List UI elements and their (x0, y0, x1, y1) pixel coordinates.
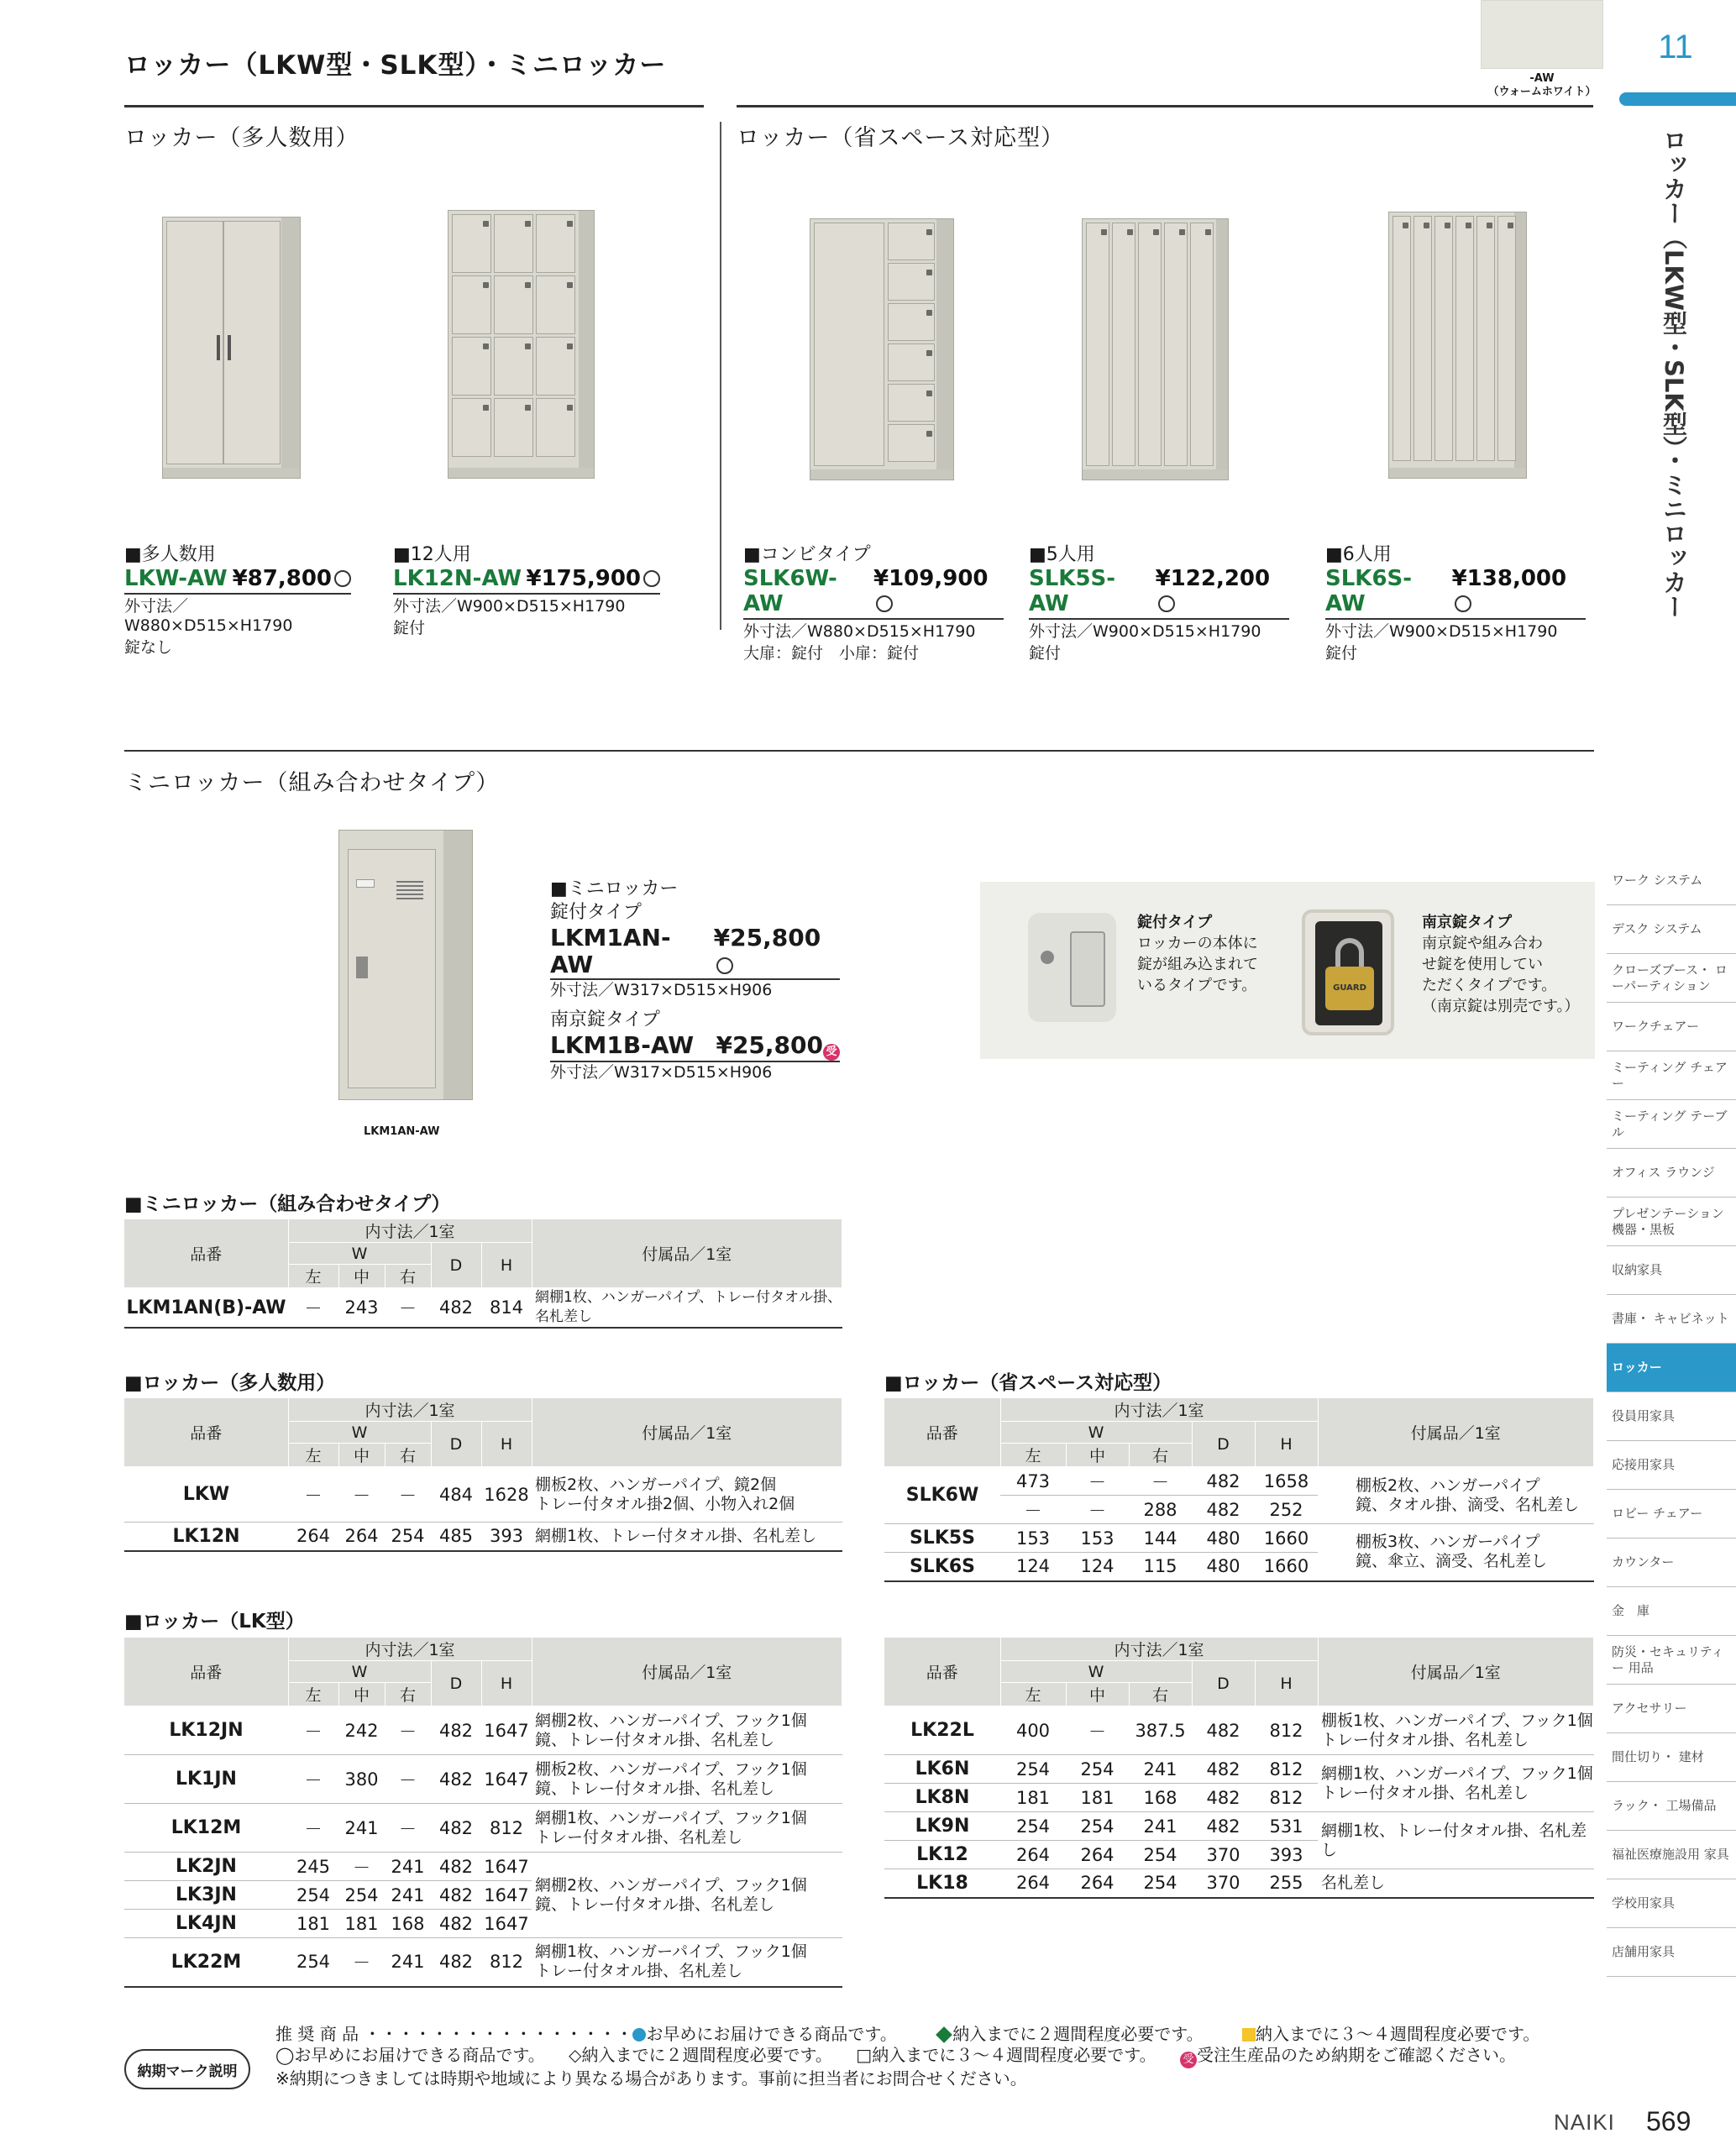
made-to-order-icon: 受 (823, 1044, 840, 1061)
delivery-legend: 推 奨 商 品 ・・・・・・・・・・・・・・・・ お早めにお届けできる商品です。 納入までに２週間程度必要です。 納入までに３～４週間程度必要です。 ◯お早めにお届けできる商品です。 ◇納入までに２週間程度必要です。 □納入までに３～４週間程度必要です。 受 受注生産品のため納期をご確認ください。 ※納期につきましては時期や地域により異なる場合があります。事前に担当者にお問合せください。 (275, 2024, 1540, 2089)
sidebar-item[interactable]: 福祉医療施設用 家具 (1607, 1831, 1736, 1879)
sidebar-item[interactable]: ミーティング チェアー (1607, 1051, 1736, 1100)
recommend-circle-icon (334, 570, 351, 587)
table-row: LKM1AN(B)-AW － 243 － 482 814 網棚1枚、ハンガーパイプ、トレー付タオル掛、名札差し (124, 1288, 842, 1329)
locker-lk12n-image (448, 210, 595, 479)
mini-locker-image (338, 830, 473, 1100)
product-slk6s: ■6人用 SLK6S-AW ¥138,000 外寸法／W900×D515×H1790 錠付 (1325, 544, 1586, 663)
locker-lock-icon (926, 431, 932, 437)
sidebar-item[interactable]: 学校用家具 (1607, 1879, 1736, 1928)
sidebar-item[interactable]: オフィス ラウンジ (1607, 1149, 1736, 1198)
locker-door (1112, 223, 1135, 466)
sidebar-item[interactable]: プレゼンテーション 機器・黒板 (1607, 1198, 1736, 1246)
green-diamond-icon (936, 2026, 952, 2043)
table-title-multi: ■ロッカー（多人数用） (124, 1372, 336, 1394)
product-slk5s: ■5人用 SLK5S-AW ¥122,200 外寸法／W900×D515×H1790 錠付 (1029, 544, 1289, 663)
sidebar-item[interactable]: ワーク システム (1607, 857, 1736, 905)
locker-slk5s-image (1082, 218, 1229, 480)
table-row: SLK6W 473 － － 482 1658 棚板2枚、ハンガーパイプ 鏡、タオル掛、滴受、名札差し (884, 1467, 1594, 1496)
sidebar-item[interactable]: ワークチェアー (1607, 1003, 1736, 1051)
locker-lock-icon (525, 405, 531, 411)
locker-door (1476, 216, 1495, 461)
sidebar-item[interactable]: カウンター (1607, 1538, 1736, 1587)
table-title-space: ■ロッカー（省スペース対応型） (884, 1372, 1172, 1394)
locker-lock-icon (926, 229, 932, 235)
section-divider (720, 122, 721, 630)
locker-door (888, 263, 935, 301)
locker-lock-icon (483, 221, 489, 227)
locker-lkw-image (162, 217, 301, 479)
sidebar-item[interactable]: デスク システム (1607, 905, 1736, 954)
swatch-label: -AW （ウォームホワイト） (1487, 72, 1597, 98)
locker-lock-icon (525, 221, 531, 227)
sidebar-item[interactable]: ミーティング テーブル (1607, 1100, 1736, 1149)
table-row: LK12JN － 242 － 482 1647 網棚2枚、ハンガーパイプ、フック1個 鏡、トレー付タオル掛、名札差し (124, 1706, 842, 1755)
spec-table-lk: 品番 内寸法／1室 付属品／1室 W D H 左 中 右 LK12JN － 242 － 482 1647 網棚2枚、ハンガーパイプ、フック1個 鏡、トレー付タオル掛、名札差し LK1JN － 380 － 482 1647 棚板2枚、ハンガーパイプ、フック1個 鏡、トレー付タオル掛、名札差し LK12M － 241 － 482 812 網棚1枚、ハンガーパイプ、フック1個 トレー付タオル掛、名札差し LK2JN 245 － 241 482 1647 網棚2枚、ハンガーパイプ、フック1個 鏡、トレー付タオル掛、名札差し LK3JN 254 254 241 482 1647 LK4JN 181 181 168 482 1647 LK22M 254 － 241 482 812 網棚1枚、ハンガーパイプ、フック1個 トレー付タオル掛、名札差し (124, 1638, 842, 1988)
sidebar-item[interactable]: 間仕切り・ 建材 (1607, 1733, 1736, 1782)
locker-lock-icon (1101, 229, 1107, 235)
locker-lock-icon (483, 282, 489, 288)
locker-lock-icon (525, 282, 531, 288)
product-lk12n: ■12人用 LK12N-AW ¥175,900 外寸法／W900×D515×H1790 錠付 (393, 544, 660, 638)
locker-slk6s-image (1388, 212, 1527, 479)
table-row: LK4JN 181 181 168 482 1647 (124, 1910, 842, 1938)
locker-door (1190, 223, 1214, 466)
locker-lock-icon (1403, 223, 1408, 228)
locker-door (888, 343, 935, 381)
locker-door (888, 303, 935, 341)
page-number: 569 (1646, 2106, 1691, 2136)
locker-door (1413, 216, 1432, 461)
locker-lock-icon (926, 270, 932, 275)
locker-lock-icon (1424, 223, 1429, 228)
mini-locker-photo-label: LKM1AN-AW (364, 1125, 440, 1138)
section-rule (124, 105, 704, 107)
table-row: LK12 264 264 254 370 393 (884, 1841, 1594, 1869)
table-row: LK22L 400 － 387.5 482 812 棚板1枚、ハンガーパイプ、フック1個 トレー付タオル掛、名札差し (884, 1706, 1594, 1755)
table-row: LK8N 181 181 168 482 812 (884, 1784, 1594, 1812)
locker-lock-icon (1153, 229, 1159, 235)
table-row: SLK6S 124 124 115 480 1660 (884, 1553, 1594, 1581)
locker-lock-icon (567, 282, 573, 288)
padlock-image: GUARD (1302, 909, 1394, 1035)
sidebar-item[interactable]: ラック・ 工場備品 (1607, 1782, 1736, 1831)
locker-lock-icon (926, 310, 932, 316)
locker-lock-icon (926, 350, 932, 356)
section-heading-mini: ミニロッカー（組み合わせタイプ） (124, 770, 500, 796)
recommend-circle-icon (643, 570, 660, 587)
section-heading-space: ロッカー（省スペース対応型） (737, 125, 1065, 151)
locker-door (1455, 216, 1474, 461)
sidebar-item[interactable]: 防災・セキュリティー 用品 (1607, 1636, 1736, 1685)
recommend-circle-icon (876, 595, 893, 612)
blue-dot-icon (632, 2028, 646, 2042)
table-row: SLK5S 153 153 144 480 1660 棚板3枚、ハンガーパイプ 鏡、傘立、滴受、名札差し (884, 1524, 1594, 1553)
padlock-type-text: 南京錠タイプ 南京錠や組み合わ せ錠を使用してい ただくタイプです。 （南京錠は別売です。） (1422, 914, 1580, 1015)
lock-type-text: 錠付タイプ ロッカーの本体に 錠が組み込まれて いるタイプです。 (1137, 914, 1258, 994)
sidebar-item[interactable]: 店舗用家具 (1607, 1928, 1736, 1977)
locker-lock-icon (483, 405, 489, 411)
locker-door (888, 384, 935, 422)
locker-lock-icon (1127, 229, 1133, 235)
product-slk6w: ■コンビタイプ SLK6W-AW ¥109,900 外寸法／W880×D515×H1790 大扉：錠付 小扉：錠付 (743, 544, 1004, 663)
table-row: LK2JN 245 － 241 482 1647 網棚2枚、ハンガーパイプ、フック1個 鏡、トレー付タオル掛、名札差し (124, 1853, 842, 1881)
vertical-chapter-title: ロッカー（LKW型・SLK型）・ミニロッカー (1660, 128, 1688, 619)
section-rule (737, 105, 1593, 107)
locker-lock-icon (1179, 229, 1185, 235)
locker-lock-icon (567, 343, 573, 349)
locker-door (1497, 216, 1516, 461)
sidebar-item[interactable]: 金 庫 (1607, 1587, 1736, 1636)
made-to-order-icon: 受 (1180, 2052, 1197, 2068)
sidebar-item[interactable]: 役員用家具 (1607, 1392, 1736, 1441)
table-row: LK1JN － 380 － 482 1647 棚板2枚、ハンガーパイプ、フック1個 鏡、トレー付タオル掛、名札差し (124, 1755, 842, 1804)
sidebar-item[interactable]: ロビー チェアー (1607, 1490, 1736, 1538)
sidebar-item[interactable]: クローズブース・ ローパーティション (1607, 954, 1736, 1003)
locker-door (888, 424, 935, 462)
locker-lock-icon (525, 343, 531, 349)
recommend-circle-icon (716, 957, 733, 974)
color-swatch (1481, 0, 1603, 69)
table-row: LK6N 254 254 241 482 812 網棚1枚、ハンガーパイプ、フック1個 トレー付タオル掛、名札差し (884, 1755, 1594, 1784)
chapter-tab (1619, 92, 1736, 106)
table-row: － － 288 482 252 (884, 1496, 1594, 1524)
chapter-number: 11 (1658, 29, 1693, 66)
mini-product-info: ■ミニロッカー 錠付タイプ LKM1AN-AW ¥25,800 外寸法／W317×D515×H906 南京錠タイプ LKM1B-AW ¥25,800 受 外寸法／W317×D515×H906 (550, 878, 840, 1082)
section-heading-multi: ロッカー（多人数用） (124, 125, 359, 151)
spec-table-mini: 品番 内寸法／1室 付属品／1室 W D H 左 中 右 LKM1AN(B)-AW － 243 － 482 814 網棚1枚、ハンガーパイプ、トレー付タオル掛、名札差し (124, 1219, 842, 1329)
lock-image (1028, 913, 1116, 1022)
locker-lock-icon (1466, 223, 1471, 228)
sidebar-item[interactable]: 収納家具 (1607, 1246, 1736, 1295)
yellow-square-icon (1242, 2028, 1256, 2042)
locker-slk6w-image (810, 218, 954, 480)
table-row: LK12N 264 264 254 485 393 網棚1枚、トレー付タオル掛、名札差し (124, 1523, 842, 1551)
locker-lock-icon (1445, 223, 1450, 228)
spec-table-multi: 品番 内寸法／1室 付属品／1室 W D H 左 中 右 LKW － － － 484 1628 棚板2枚、ハンガーパイプ、鏡2個 トレー付タオル掛2個、小物入れ2個 LK12N 264 264 254 485 393 網棚1枚、トレー付タオル掛、名札差し (124, 1398, 842, 1552)
table-row: LK12M － 241 － 482 812 網棚1枚、ハンガーパイプ、フック1個 トレー付タオル掛、名札差し (124, 1804, 842, 1853)
sidebar-item[interactable]: 応接用家具 (1607, 1441, 1736, 1490)
locker-lock-icon (1487, 223, 1492, 228)
sidebar-item[interactable]: 書庫・ キャビネット (1607, 1295, 1736, 1344)
locker-door (1086, 223, 1109, 466)
locker-door (1164, 223, 1188, 466)
page-title: ロッカー（LKW型・SLK型）・ミニロッカー (124, 50, 667, 81)
spec-table-lk-right: 品番 内寸法／1室 付属品／1室 W D H 左 中 右 LK22L 400 － 387.5 482 812 棚板1枚、ハンガーパイプ、フック1個 トレー付タオル掛、名札差し LK6N 254 254 241 482 812 網棚1枚、ハンガーパイプ、フック1個 トレー付タオル掛、名札差し LK8N 181 181 168 482 812 LK9N 254 254 241 482 531 網棚1枚、トレー付タオル掛、名札差し LK12 264 264 254 370 393 LK18 264 264 254 370 255 名札差し (884, 1638, 1594, 1899)
locker-lock-icon (1205, 229, 1211, 235)
recommend-circle-icon (1158, 595, 1175, 612)
brand-name: NAIKI (1554, 2110, 1615, 2135)
locker-lock-icon (483, 343, 489, 349)
locker-door (888, 223, 935, 260)
recommend-circle-icon (1455, 595, 1471, 612)
table-title-mini: ■ミニロッカー（組み合わせタイプ） (124, 1193, 451, 1215)
table-row: LK9N 254 254 241 482 531 網棚1枚、トレー付タオル掛、名札差し (884, 1812, 1594, 1841)
sidebar-item[interactable]: ロッカー (1607, 1344, 1736, 1392)
locker-lock-icon (567, 221, 573, 227)
locker-lock-icon (926, 390, 932, 396)
product-lkw: ■多人数用 LKW-AW ¥87,800 外寸法／W880×D515×H1790 錠なし (124, 544, 351, 658)
locker-door (1434, 216, 1453, 461)
table-row: LK22M 254 － 241 482 812 網棚1枚、ハンガーパイプ、フック1個 トレー付タオル掛、名札差し (124, 1938, 842, 1987)
lock-type-info-box (980, 882, 1595, 1059)
locker-door (1392, 216, 1411, 461)
delivery-mark-legend-badge: 納期マーク説明 (124, 2049, 250, 2089)
locker-lock-icon (1508, 223, 1513, 228)
section-rule (124, 750, 1594, 752)
locker-door (1138, 223, 1162, 466)
spec-table-space: 品番 内寸法／1室 付属品／1室 W D H 左 中 右 SLK6W 473 － － 482 1658 棚板2枚、ハンガーパイプ 鏡、タオル掛、滴受、名札差し － － 288 482 252 SLK5S 153 153 144 480 1660 棚板3枚、ハンガーパイプ 鏡、傘立、滴受、名札差し SLK6S 124 124 115 480 1660 (884, 1398, 1594, 1582)
table-row: LKW － － － 484 1628 棚板2枚、ハンガーパイプ、鏡2個 トレー付タオル掛2個、小物入れ2個 (124, 1467, 842, 1523)
table-row: LK18 264 264 254 370 255 名札差し (884, 1869, 1594, 1898)
category-sidebar (1607, 857, 1736, 1977)
sidebar-item[interactable]: アクセサリー (1607, 1685, 1736, 1733)
table-title-lk: ■ロッカー（LK型） (124, 1611, 305, 1633)
table-row: LK3JN 254 254 241 482 1647 (124, 1881, 842, 1910)
locker-lock-icon (567, 405, 573, 411)
